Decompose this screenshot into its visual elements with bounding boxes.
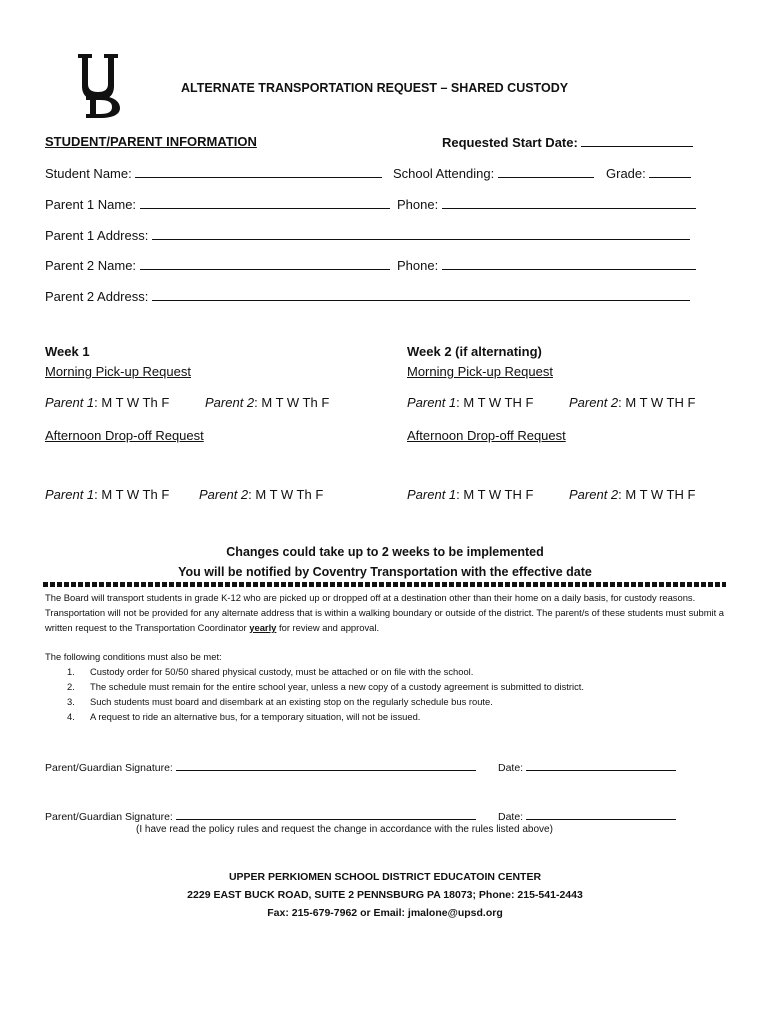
parent2-name-label: Parent 2 Name: (45, 258, 137, 273)
grade-field[interactable] (606, 165, 691, 181)
condition-number: 3. (67, 696, 75, 707)
phone2-label: Phone: (397, 258, 439, 273)
phone1-field[interactable] (397, 196, 696, 212)
week2-morning-parent1[interactable]: Parent 1: M T W TH F (407, 395, 534, 410)
notice-line1: Changes could take up to 2 weeks to be implemented (226, 545, 544, 559)
parent1-name-label: Parent 1 Name: (45, 197, 137, 212)
week1-afternoon-parent2[interactable]: Parent 2: M T W Th F (199, 487, 324, 502)
grade-label: Grade: (606, 166, 646, 181)
parent1-name-field[interactable] (45, 196, 390, 212)
signature1-field[interactable] (45, 758, 476, 774)
week2-afternoon-label: Afternoon Drop-off Request (407, 428, 566, 443)
week2-morning-parent2[interactable]: Parent 2: M T W TH F (569, 395, 696, 410)
condition-number: 2. (67, 681, 75, 692)
signature2-label: Parent/Guardian Signature: (45, 811, 173, 823)
week1-afternoon-parent1[interactable]: Parent 1: M T W Th F (45, 487, 170, 502)
start-date-label: Requested Start Date: (442, 135, 578, 150)
school-label: School Attending: (393, 166, 495, 181)
footer-contact: Fax: 215-679-7962 or Email: jmalone@upsd.org (267, 907, 503, 919)
week1-morning-parent2[interactable]: Parent 2: M T W Th F (205, 395, 330, 410)
week1-title: Week 1 (45, 344, 90, 359)
parent2-name-field[interactable] (45, 257, 390, 273)
parent2-address-field[interactable] (45, 288, 690, 304)
week2-title: Week 2 (if alternating) (407, 344, 542, 359)
acknowledgement-note: (I have read the policy rules and request the change in accordance with the rules listed above) (136, 824, 553, 835)
week1-afternoon-label: Afternoon Drop-off Request (45, 428, 204, 443)
parent2-address-label: Parent 2 Address: (45, 289, 149, 304)
parent1-address-label: Parent 1 Address: (45, 228, 149, 243)
start-date-field[interactable] (442, 134, 693, 150)
condition-number: 4. (67, 711, 75, 722)
student-name-field[interactable] (45, 165, 382, 181)
phone2-field[interactable] (397, 257, 696, 273)
condition-text: Such students must board and disembark at an existing stop on the regularly schedule bus route. (90, 696, 493, 707)
parent1-address-field[interactable] (45, 227, 690, 243)
date2-field[interactable] (498, 807, 676, 823)
footer-org: UPPER PERKIOMEN SCHOOL DISTRICT EDUCATOIN CENTER (228, 871, 542, 883)
phone1-label: Phone: (397, 197, 439, 212)
section-title: STUDENT/PARENT INFORMATION (45, 134, 257, 149)
student-name-label: Student Name: (45, 166, 132, 181)
date2-label: Date: (498, 811, 524, 823)
policy-paragraph: The Board will transport students in grade K-12 who are picked up or dropped off at a destination other than their home on a daily basis, for custody reasons. Transportation will not be provided for any alternate address that is within a walking boundary or outside of the district. The parent/s of these students must submit a written request to the Transportation Coordinator yearly for review and approval. (45, 592, 725, 633)
dotted-divider (43, 582, 726, 587)
signature2-field[interactable] (45, 807, 476, 823)
condition-text: A request to ride an alternative bus, for a temporary situation, will not be issued. (90, 711, 421, 722)
condition-text: The schedule must remain for the entire school year, unless a new copy of a custody agreement is submitted to district. (90, 681, 584, 692)
policy-emphasis: yearly (249, 622, 277, 633)
week2-afternoon-parent2[interactable]: Parent 2: M T W TH F (569, 487, 696, 502)
district-logo-icon (72, 50, 124, 118)
week1-morning-parent1[interactable]: Parent 1: M T W Th F (45, 395, 170, 410)
date1-field[interactable] (498, 758, 676, 774)
week1-morning-label: Morning Pick-up Request (45, 364, 191, 379)
week2-morning-label: Morning Pick-up Request (407, 364, 553, 379)
week2-afternoon-parent1[interactable]: Parent 1: M T W TH F (407, 487, 534, 502)
condition-text: Custody order for 50/50 shared physical custody, must be attached or on file with the school. (90, 666, 474, 677)
date1-label: Date: (498, 762, 524, 774)
footer-address: 2229 EAST BUCK ROAD, SUITE 2 PENNSBURG PA 18073; Phone: 215-541-2443 (187, 889, 583, 901)
notice-line2: You will be notified by Coventry Transportation with the effective date (178, 565, 592, 579)
condition-number: 1. (67, 666, 75, 677)
conditions-intro: The following conditions must also be met: (45, 651, 222, 662)
form-title: ALTERNATE TRANSPORTATION REQUEST – SHARED CUSTODY (181, 81, 569, 95)
signature1-label: Parent/Guardian Signature: (45, 762, 173, 774)
school-field[interactable] (393, 165, 594, 181)
